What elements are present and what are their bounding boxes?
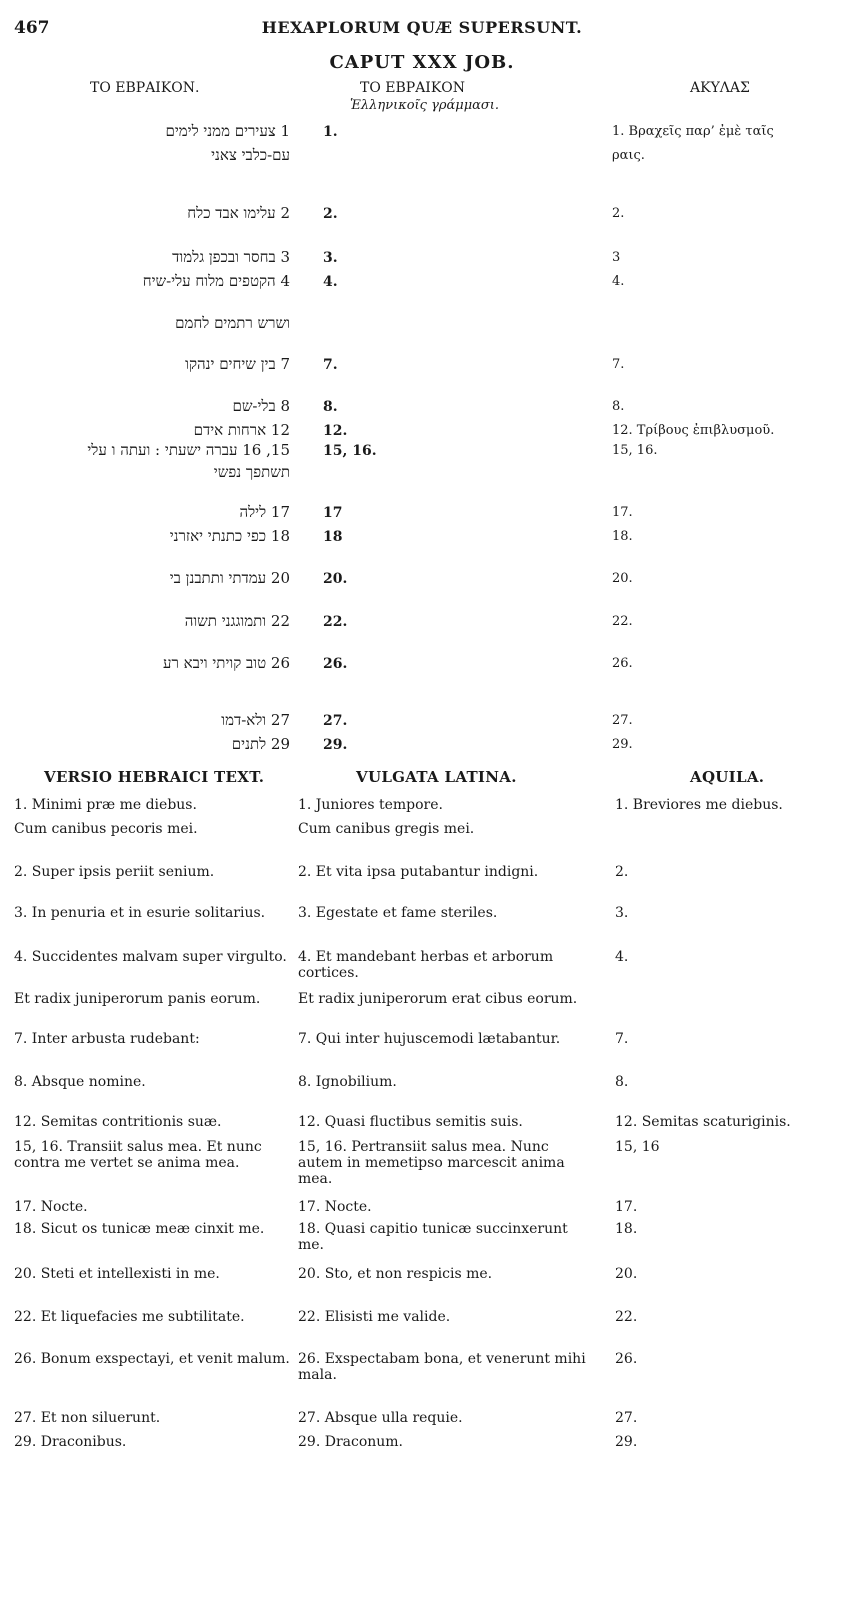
hebrew-version-entry: 17. Nocte.	[14, 1199, 88, 1215]
vulgate-entry: 8. Ignobilium.	[298, 1074, 397, 1090]
hebrew-version-entry: 26. Bonum exspectayi, et venit malum.	[14, 1351, 290, 1367]
transliteration-verse-number: 4.	[323, 274, 338, 290]
hebrew-version-entry: 8. Absque nomine.	[14, 1074, 146, 1090]
hebrew-version-column-header: VERSIO HEBRAICI TEXT.	[44, 768, 265, 786]
hebrew-verse-line: 12 ארחות אידם	[193, 421, 290, 439]
hebrew-version-entry: 29. Draconibus.	[14, 1434, 127, 1450]
hebrew-verse-line: 3 בחסר ובכפן גלמוד	[172, 248, 290, 266]
vulgate-entry: 4. Et mandebant herbas et arborum cortices.	[298, 949, 554, 981]
aquila-greek-line: 26.	[612, 656, 633, 671]
aquila-greek-line: 7.	[612, 357, 625, 372]
hebrew-verse-line: 8 בלי-שם	[232, 397, 290, 415]
hebrew-verse-line: עם-כלבי צאני	[211, 146, 290, 164]
aquila-latin-entry: 1. Breviores me diebus.	[615, 797, 783, 813]
aquila-latin-entry: 15, 16	[615, 1139, 660, 1155]
vulgate-entry: 3. Egestate et fame steriles.	[298, 905, 498, 921]
aquila-greek-line: 18.	[612, 529, 633, 544]
hebrew-verse-line: 2 עלימו אבד כלח	[187, 204, 290, 222]
vulgate-column-header: VULGATA LATINA.	[356, 768, 517, 786]
running-head: HEXAPLORUM QUÆ SUPERSUNT.	[261, 18, 583, 37]
hebrew-verse-line: 7 בין שיחים ינהקו	[185, 355, 290, 373]
transliteration-verse-number: 1.	[323, 124, 338, 140]
vulgate-entry: 26. Exspectabam bona, et venerunt mihi mala.	[298, 1351, 586, 1383]
transliteration-verse-number: 17	[323, 505, 343, 521]
hebrew-version-entry: 4. Succidentes malvam super virgulto.	[14, 949, 287, 965]
vulgate-entry: 22. Elisisti me valide.	[298, 1309, 451, 1325]
chapter-title: CAPUT XXX JOB.	[329, 52, 515, 73]
vulgate-entry: 18. Quasi capitio tunicæ succinxerunt me.	[298, 1221, 568, 1253]
hebrew-verse-line: 18 כפי כתנתי יאזרני	[169, 527, 290, 545]
transliteration-verse-number: 18	[323, 529, 343, 545]
transliteration-verse-number: 2.	[323, 206, 338, 222]
aquila-latin-column-header: AQUILA.	[690, 768, 765, 786]
hebrew-verse-line: 17 לילה	[239, 503, 290, 521]
vulgate-entry: 15, 16. Pertransiit salus mea. Nunc autem in memetipso marcescit anima mea.	[298, 1139, 565, 1187]
hebrew-version-entry: 12. Semitas contritionis suæ.	[14, 1114, 222, 1130]
transliteration-verse-number: 12.	[323, 423, 348, 439]
aquila-greek-line: 17.	[612, 505, 633, 520]
aquila-latin-entry: 18.	[615, 1221, 638, 1237]
transliteration-verse-number: 29.	[323, 737, 348, 753]
aquila-latin-entry: 27.	[615, 1410, 638, 1426]
hebrew-column-header: ΤΟ ΕΒΡΑΙΚΟΝ.	[90, 80, 200, 96]
transliteration-verse-number: 8.	[323, 399, 338, 415]
hebrew-version-entry: 18. Sicut os tunicæ meæ cinxit me.	[14, 1221, 265, 1237]
aquila-greek-line: 27.	[612, 713, 633, 728]
hebrew-version-entry: Et radix juniperorum panis eorum.	[14, 991, 261, 1007]
hebrew-verse-line: תשתפך נפשי	[213, 463, 290, 481]
vulgate-entry: 20. Sto, et non respicis me.	[298, 1266, 493, 1282]
vulgate-entry: 17. Nocte.	[298, 1199, 372, 1215]
aquila-latin-entry: 7.	[615, 1031, 629, 1047]
hebrew-version-entry: 27. Et non siluerunt.	[14, 1410, 161, 1426]
hebrew-verse-line: 22 ותמוגגני תשוה	[184, 612, 290, 630]
aquila-greek-line: 29.	[612, 737, 633, 752]
vulgate-entry: Et radix juniperorum erat cibus eorum.	[298, 991, 578, 1007]
vulgate-entry: 27. Absque ulla requie.	[298, 1410, 463, 1426]
transliteration-verse-number: 26.	[323, 656, 348, 672]
vulgate-entry: 7. Qui inter hujuscemodi lætabantur.	[298, 1031, 561, 1047]
aquila-latin-entry: 20.	[615, 1266, 638, 1282]
aquila-greek-line: ραις.	[612, 148, 645, 163]
aquila-latin-entry: 2.	[615, 864, 629, 880]
transliteration-column-subheader: Ἑλληνικοῖς γράμμασι.	[350, 98, 500, 113]
hebrew-version-entry: 3. In penuria et in esurie solitarius.	[14, 905, 266, 921]
hebrew-verse-line: 1 צעירים ממני לימים	[165, 122, 290, 140]
hebrew-verse-line: 26 טוב קויתי ויבא רע	[162, 654, 290, 672]
vulgate-entry: 1. Juniores tempore.	[298, 797, 443, 813]
hebrew-version-entry: 1. Minimi præ me diebus.	[14, 797, 197, 813]
transliteration-column-header: ΤΟ ΕΒΡΑΙΚΟΝ	[360, 80, 466, 96]
aquila-greek-line: 15, 16.	[612, 443, 658, 458]
aquila-latin-entry: 8.	[615, 1074, 629, 1090]
aquila-greek-line: 8.	[612, 399, 625, 414]
vulgate-entry: Cum canibus gregis mei.	[298, 821, 475, 837]
hebrew-version-entry: 7. Inter arbusta rudebant:	[14, 1031, 200, 1047]
aquila-greek-line: 22.	[612, 614, 633, 629]
aquila-latin-entry: 12. Semitas scaturiginis.	[615, 1114, 791, 1130]
transliteration-verse-number: 27.	[323, 713, 348, 729]
hebrew-version-entry: 2. Super ipsis periit senium.	[14, 864, 215, 880]
aquila-latin-entry: 17.	[615, 1199, 638, 1215]
hebrew-version-entry: 20. Steti et intellexisti in me.	[14, 1266, 220, 1282]
aquila-greek-column-header: ΑΚΥΛΑΣ	[690, 80, 750, 96]
aquila-latin-entry: 4.	[615, 949, 629, 965]
aquila-latin-entry: 26.	[615, 1351, 638, 1367]
transliteration-verse-number: 7.	[323, 357, 338, 373]
aquila-greek-line: 1. Βραχεῖς παρ’ ἐμὲ ταῖς	[612, 124, 774, 139]
vulgate-entry: 12. Quasi fluctibus semitis suis.	[298, 1114, 523, 1130]
hebrew-verse-line: 27 ולא-דמו	[221, 711, 290, 729]
aquila-greek-line: 2.	[612, 206, 625, 221]
hebrew-version-entry: 15, 16. Transiit salus mea. Et nunc contra me vertet se anima mea.	[14, 1139, 262, 1171]
hebrew-verse-line: ושרש רתמים לחמם	[175, 314, 290, 332]
hebrew-version-entry: Cum canibus pecoris mei.	[14, 821, 198, 837]
hebrew-verse-line: 4 הקטפים מלוח עלי-שיח	[142, 272, 290, 290]
vulgate-entry: 2. Et vita ipsa putabantur indigni.	[298, 864, 539, 880]
hebrew-version-entry: 22. Et liquefacies me subtilitate.	[14, 1309, 245, 1325]
transliteration-verse-number: 15, 16.	[323, 443, 377, 459]
transliteration-verse-number: 3.	[323, 250, 338, 266]
page-number: 467	[14, 18, 50, 38]
aquila-greek-line: 20.	[612, 571, 633, 586]
hebrew-verse-line: 15, 16 עברה ישעתי : ועתה ו עלי	[87, 441, 290, 459]
transliteration-verse-number: 20.	[323, 571, 348, 587]
aquila-latin-entry: 29.	[615, 1434, 638, 1450]
vulgate-entry: 29. Draconum.	[298, 1434, 404, 1450]
aquila-greek-line: 3	[612, 250, 621, 265]
aquila-greek-line: 12. Τρίβους ἐπιβλυσμοῦ.	[612, 423, 775, 438]
hebrew-verse-line: 29 לתנים	[231, 735, 290, 753]
transliteration-verse-number: 22.	[323, 614, 348, 630]
aquila-latin-entry: 3.	[615, 905, 629, 921]
aquila-latin-entry: 22.	[615, 1309, 638, 1325]
aquila-greek-line: 4.	[612, 274, 625, 289]
hebrew-verse-line: 20 עמדתי ותתבנן בי	[169, 569, 290, 587]
